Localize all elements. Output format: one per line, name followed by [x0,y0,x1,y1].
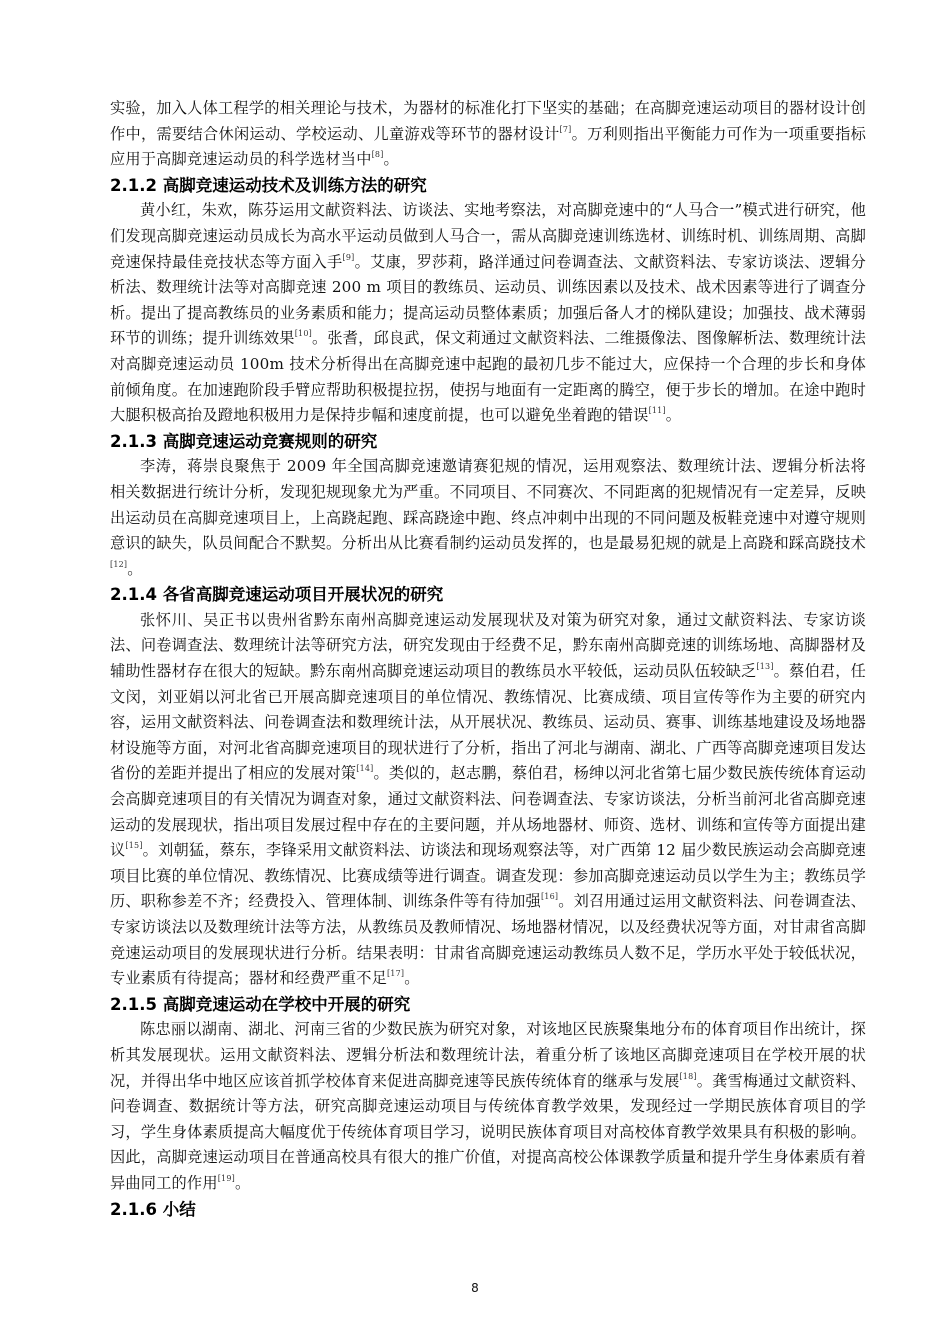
section-2-1-4-paragraph [110,608,866,992]
paragraph-text: 。 [404,969,420,988]
paragraph-text: 。刘召用通过运用文献资料法、问卷调查法、专家访谈法以及数理统计法等方法，从教练员及教师情况、场地器材情况，以及经费状况等方面，对甘肃省高脚竞速运动项目的发展现状进行分析。结果表明：甘肃省高脚竞速运动教练员人数不足，学历水平处于较低状况，专业素质有待提高；器材和经费严重不足 [110,892,867,988]
citation: [11] [648,406,666,416]
citation: [18] [679,1071,697,1081]
section-heading-2-1-5: 2.1.5 高脚竞速运动在学校中开展的研究 [110,994,411,1014]
section-heading-2-1-2: 2.1.2 高脚竞速运动技术及训练方法的研究 [110,175,427,195]
citation: [12] [110,559,128,569]
citation: [8] [371,150,384,160]
section-2-1-2-paragraph [110,198,866,428]
citation: [19] [217,1173,235,1183]
paragraph-text: 。 [665,406,682,425]
citation: [17] [386,969,405,979]
citation: [13] [756,662,774,672]
paragraph-text: 。 [127,559,143,578]
paragraph-text: 李涛，蒋崇良聚焦于 2009 年全国高脚竞速邀请赛犯规的情况，运用观察法、数理统计法、逻辑分析法将相关数据进行统计分析，发现犯规现象尤为严重。不同项目、不同赛次、不同距离的犯规情况有一定差异，反映出运动员在高脚竞速项目上，上高跷起跑、踩高跷途中跑、终点冲刺中出现的不同问题及板鞋竞速中对遵守规则意识的缺失，队员间配合不默契。分析出从比赛看制约运动员发挥的，也是最易犯规的就是上高跷和踩高跷技术 [110,457,866,553]
section-heading-2-1-3: 2.1.3 高脚竞速运动竞赛规则的研究 [110,431,378,451]
section-heading-2-1-6: 2.1.6 小结 [110,1199,196,1219]
citation: [10] [294,329,312,339]
page-number: 8 [471,1281,479,1295]
paragraph-text: 。刘朝猛，蔡东，李锋采用文献资料法、访谈法和现场观察法等，对广西第 12 届少数民族运动会高脚竞速项目比赛的单位情况、教练情况、比赛成绩等进行调查。调查发现：参加高脚竞速运动员以学生为主；教练员学历、职称参差不齐；经费投入、管理体制、训练条件等有待加强 [110,841,867,911]
paragraph-text: 。蔡伯君，任文闵，刘亚娟以河北省已开展高脚竞速项目的单位情况、教练情况、比赛成绩、项目宣传等作为主要的研究内容，运用文献资料法、问卷调查法和数理统计法，从开展状况、教练员、运动员、赛事、训练基地建设及场地器材设施等方面，对河北省高脚竞速项目的现状进行了分析，指出了河北与湖南、湖北、广西等高脚竞速项目发达省份的差距并提出了相应的发展对策 [110,662,867,783]
citation: [14] [356,764,374,774]
page-content [110,96,866,1222]
intro-paragraph [110,96,866,173]
section-2-1-3-paragraph [110,454,866,582]
section-2-1-5-paragraph [110,1017,866,1196]
paragraph-text: 。龚雪梅通过文献资料、问卷调查、数据统计等方法，研究高脚竞速运动项目与传统体育教学效果，发现经过一学期民族体育项目的学习，学生身体素质提高大幅度优于传统体育项目学习，说明民族体育项目对高校体育教学效果具有积极的影响。因此，高脚竞速运动项目在普通高校具有很大的推广价值，对提高高校公体课教学质量和提升学生身体素质有着异曲同工的作用 [110,1071,867,1192]
paragraph-text: 实验，加入人体工程学的相关理论与技术，为器材的标准化打下坚实的基础；在高脚竞速运动项目的器材设计创作中，需要结合休闲运动、学校运动、儿童游戏等环节的器材设计 [110,99,866,143]
paragraph-text: 陈忠丽以湖南、湖北、河南三省的少数民族为研究对象，对该地区民族聚集地分布的体育项目作出统计，探析其发展现状。运用文献资料法、逻辑分析法和数理统计法，着重分析了该地区高脚竞速项目在学校开展的状况，并得出华中地区应该首抓学校体育来促进高脚竞速等民族传统体育的继承与发展 [110,1020,866,1090]
paragraph-text: 。万利则指出平衡能力可作为一项重要指标应用于高脚竞速运动员的科学选材当中 [110,124,866,169]
citation: [9] [342,252,355,262]
paragraph-text: 张怀川、吴正书以贵州省黔东南州高脚竞速运动发展现状及对策为研究对象，通过文献资料法、专家访谈法、问卷调查法、数理统计法等研究方法，研究发现由于经费不足，黔东南州高脚竞速的训练场地、高脚器材及辅助性器材存在很大的短缺。黔东南州高脚竞速运动项目的教练员水平较低，运动员队伍较缺乏 [110,610,866,681]
citation: [16] [540,892,559,902]
citation: [15] [125,841,143,851]
paragraph-text: 。 [234,1173,251,1192]
paragraph-text: 。艾康，罗莎莉，路洋通过问卷调查法、文献资料法、专家访谈法、逻辑分析法、数理统计法等对高脚竞速 200 m 项目的教练员、运动员、训练因素以及技术、战术因素等进行了调查分析。提出了提高教练员的业务素质和能力；提高运动员整体素质；加强后备人才的梯队建设；加强技、战术薄弱环节的训练；提升训练效果 [110,252,867,348]
paragraph-text: 黄小红，朱欢，陈芬运用文献资料法、访谈法、实地考察法，对高脚竞速中的“人马合一”模式进行研究，他们发现高脚竞速运动员成长为高水平运动员做到人马合一，需从高脚竞速训练选材、训练时机、训练周期、高脚竞速保持最佳竞技状态等方面入手 [110,201,866,271]
paragraph-text: 。张耆，邱良武，保文莉通过文献资料法、二维摄像法、图像解析法、数理统计法对高脚竞速运动员 100m 技术分析得出在高脚竞速中起跑的最初几步不能过大，应保持一个合理的步长和身体前倾角度。在加速跑阶段手臂应帮助积极提拉拐，使拐与地面有一定距离的腾空，便于步长的增加。在途中跑时大腿积极高抬及蹬地积极用力是保持步幅和速度前提，也可以避免坐着跑的错误 [110,329,867,425]
citation: [7] [559,124,572,134]
paragraph-text: 。 [383,150,399,169]
paragraph-text: 。类似的，赵志鹏，蔡伯君，杨绅以河北省第七届少数民族传统体育运动会高脚竞速项目的有关情况为调查对象，通过文献资料法、问卷调查法、专家访谈法，分析当前河北省高脚竞速运动的发展现状，指出项目发展过程中存在的主要问题，并从场地器材、师资、选材、训练和宣传等方面提出建议 [110,764,867,860]
section-heading-2-1-4: 2.1.4 各省高脚竞速运动项目开展状况的研究 [110,585,444,605]
